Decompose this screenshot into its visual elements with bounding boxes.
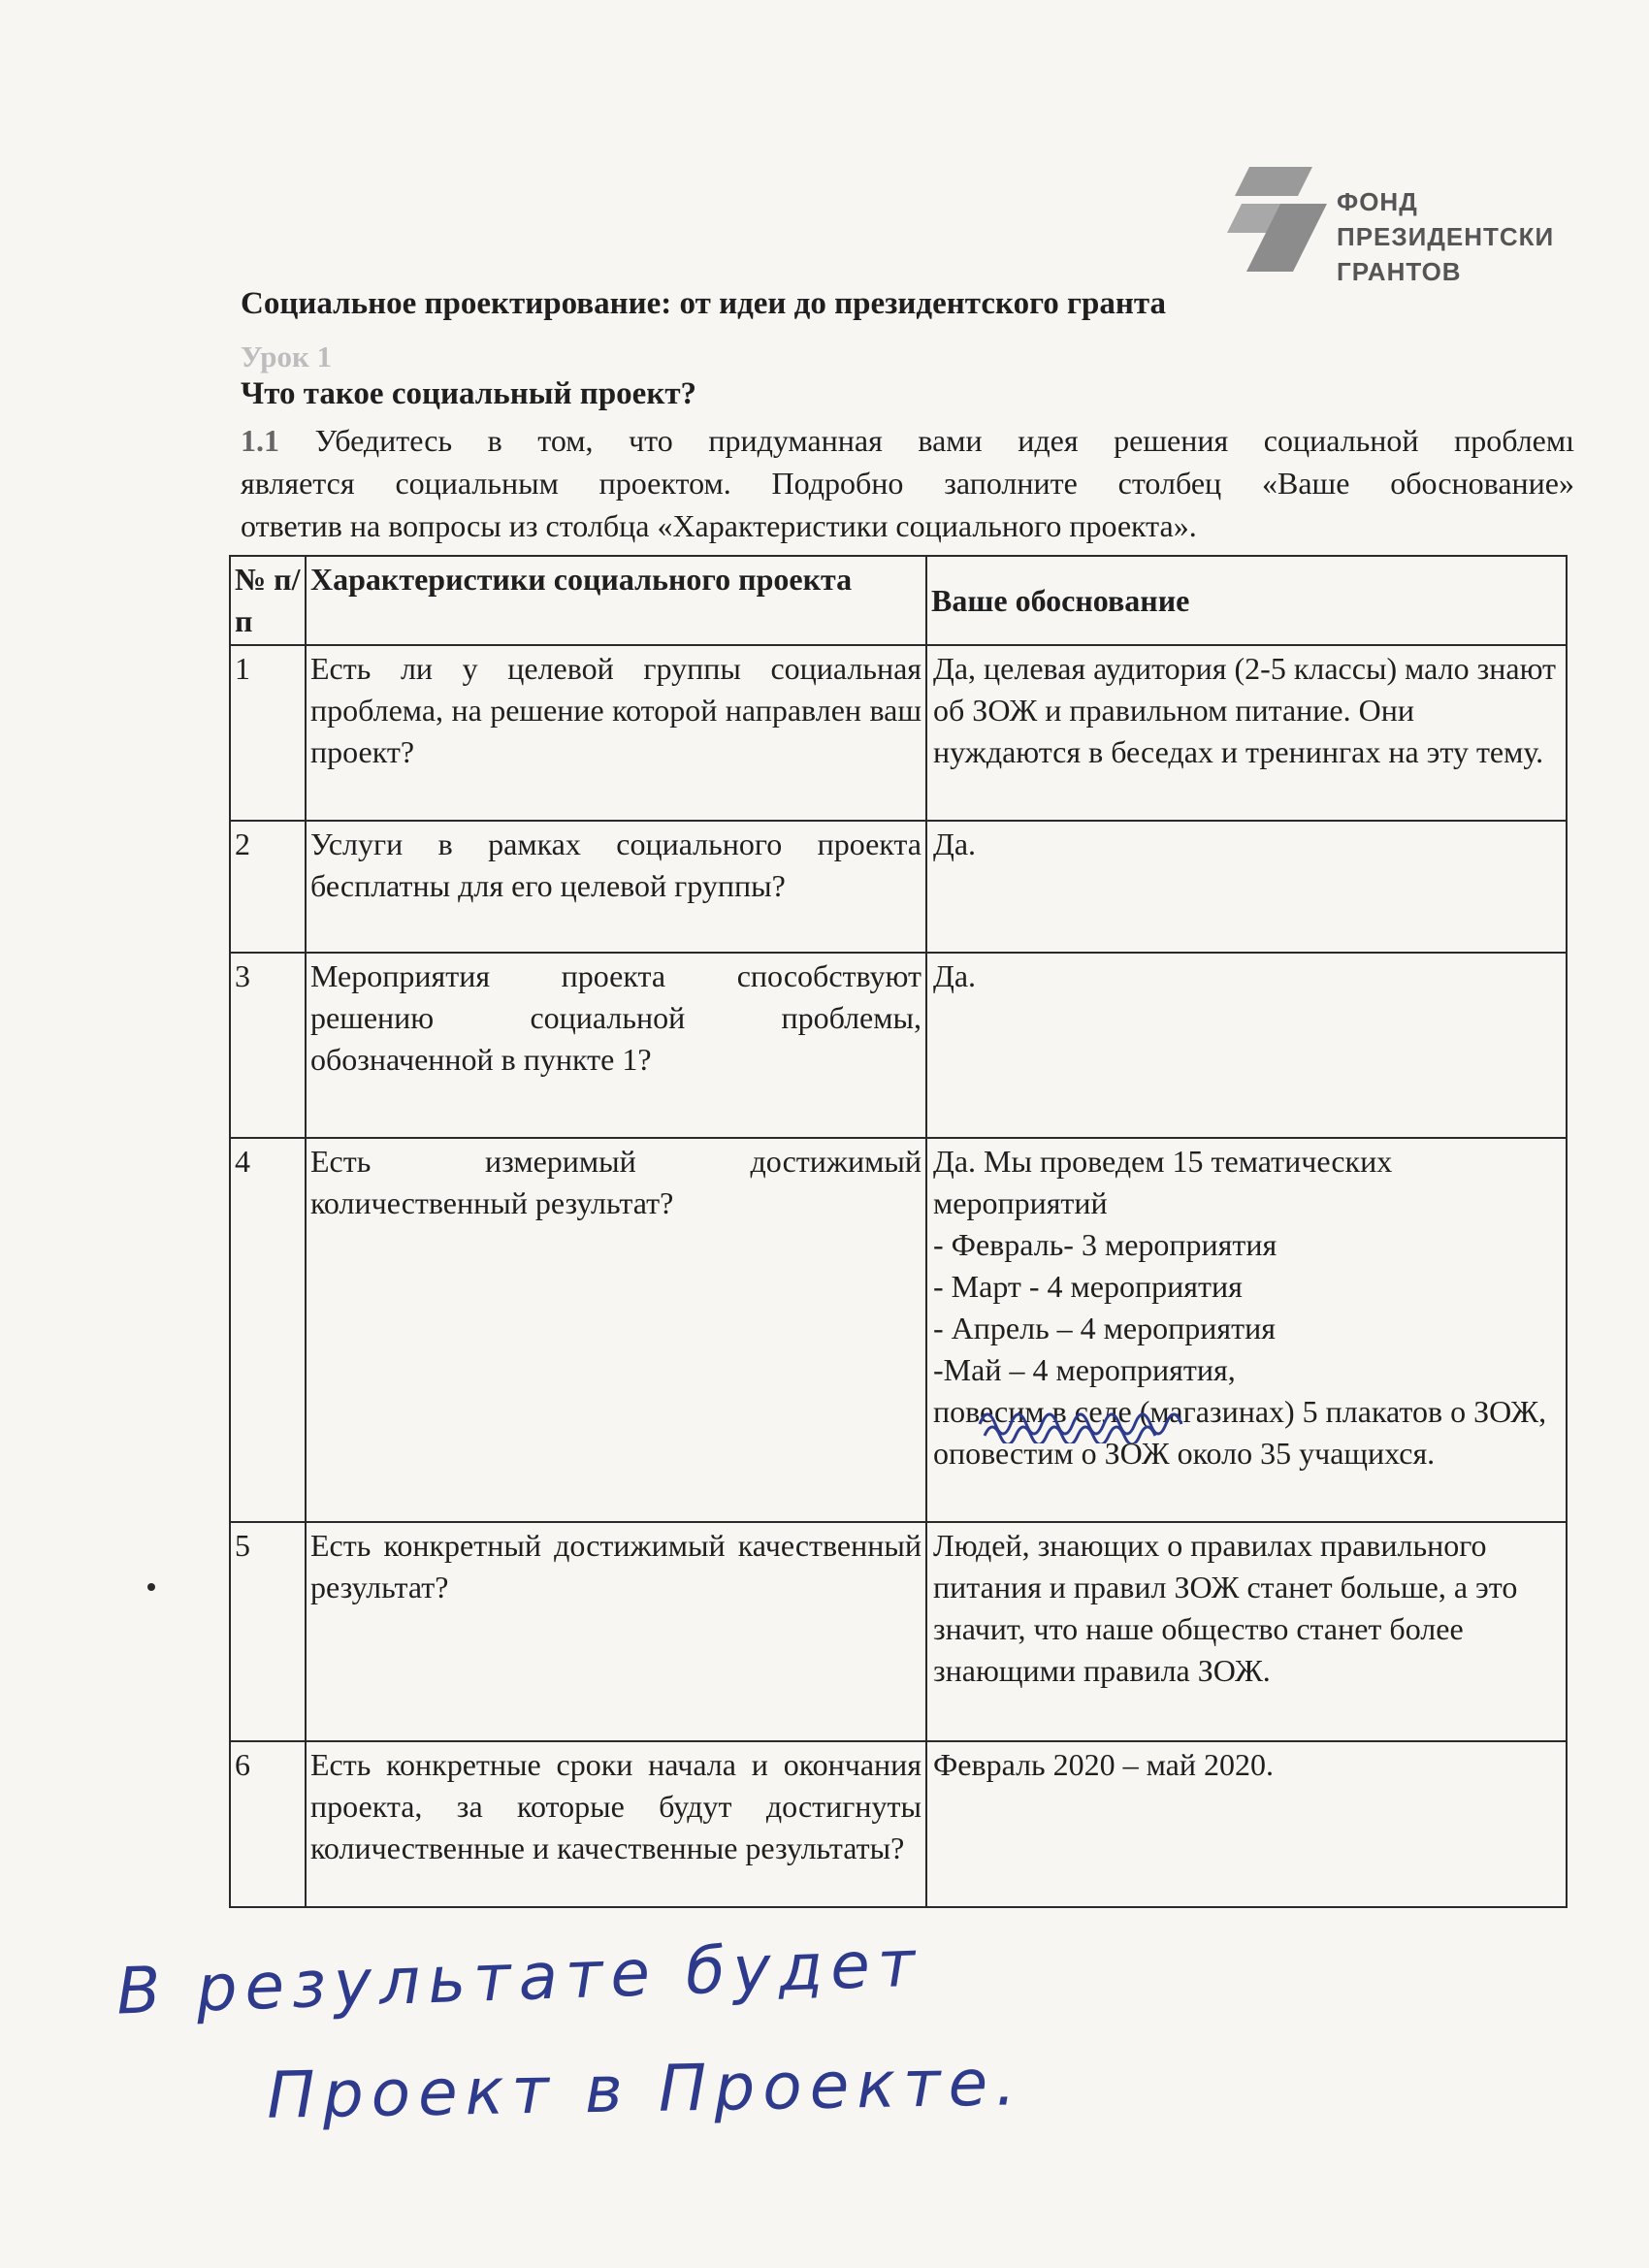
row-answer: Да.	[926, 821, 1567, 953]
instructions-line-3: ответив на вопросы из столбца «Характеристики социального проекта».	[241, 508, 1197, 543]
instructions-line-2: является социальным проектом. Подробно заполните столбец «Ваше обоснование»	[241, 466, 1574, 501]
row-criterion: Есть конкретные сроки начала и окончания проекта, за которые будут достигнуты количественные и качественные результаты?	[306, 1741, 926, 1907]
logo-line-3: ГРАНТОВ	[1337, 257, 1462, 286]
handwritten-note	[114, 1926, 1183, 2192]
fund-logo-text	[1337, 184, 1554, 289]
row-answer: Да, целевая аудитория (2-5 классы) мало знают об ЗОЖ и правильном питание. Они нуждаются в беседах и тренингах на эту тему.	[926, 645, 1567, 821]
row-number: 6	[230, 1741, 306, 1907]
row-criterion: Услуги в рамках социального проекта бесплатны для его целевой группы?	[306, 821, 926, 953]
row-criterion: Мероприятия проекта способствуют решению социальной проблемы, обозначенной в пункте 1?	[306, 953, 926, 1138]
column-header-criterion: Характеристики социального проекта	[306, 556, 926, 645]
instructions-line-1: 1.1 Убедитесь в том, что придуманная вами идея решения социальной проблемı	[241, 423, 1574, 458]
table-row	[230, 1741, 1567, 1907]
row-number: 3	[230, 953, 306, 1138]
row-number: 4	[230, 1138, 306, 1522]
fund-logo	[1220, 147, 1579, 286]
row-criterion: Есть измеримый достижимый количественный результат?	[306, 1138, 926, 1522]
row-number: 2	[230, 821, 306, 953]
ink-dot	[147, 1583, 155, 1591]
row-answer: Да. Мы проведем 15 тематических мероприятий - Февраль- 3 мероприятия - Март - 4 мероприятия - Апрель – 4 мероприятия -Май – 4 мероприятия, повесим в селе (магазинах) 5 плакатов о ЗОЖ, оповестим о ЗОЖ около 35 учащихся.	[926, 1138, 1567, 1522]
column-header-number: № п/п	[230, 556, 306, 645]
pen-scribble-mark	[975, 1385, 1392, 1443]
column-header-answer: Ваше обоснование	[926, 556, 1567, 645]
course-title: Социальное проектирование: от идеи до президентского гранта	[241, 286, 1166, 321]
criteria-table	[229, 555, 1568, 1908]
table-row	[230, 1138, 1567, 1522]
row-number: 5	[230, 1522, 306, 1741]
handwritten-line-2: Проект в Проекте.	[266, 2045, 1024, 2133]
logo-line-2: ПРЕЗИДЕНТСКИ	[1337, 222, 1555, 251]
row-criterion: Есть ли у целевой группы социальная проблема, на решение которой направлен ваш проект?	[306, 645, 926, 821]
table-row	[230, 953, 1567, 1138]
table-header-row	[230, 556, 1567, 645]
row-criterion: Есть конкретный достижимый качественный результат?	[306, 1522, 926, 1741]
row-answer: Да.	[926, 953, 1567, 1138]
task-number: 1.1	[241, 423, 279, 458]
section-question: Что такое социальный проект?	[241, 376, 697, 411]
logo-line-1: ФОНД	[1337, 187, 1418, 216]
handwritten-line-1: В результате будет	[114, 1926, 924, 2029]
table-row	[230, 645, 1567, 821]
table-row	[230, 821, 1567, 953]
lesson-label: Урок 1	[241, 340, 333, 373]
row-answer: Людей, знающих о правилах правильного питания и правил ЗОЖ станет больше, а это значит, что наше общество станет более знающими правила ЗОЖ.	[926, 1522, 1567, 1741]
row-number: 1	[230, 645, 306, 821]
instructions	[241, 419, 1574, 547]
table-row	[230, 1522, 1567, 1741]
row-answer: Февраль 2020 – май 2020.	[926, 1741, 1567, 1907]
fund-logo-mark-icon	[1220, 157, 1337, 274]
